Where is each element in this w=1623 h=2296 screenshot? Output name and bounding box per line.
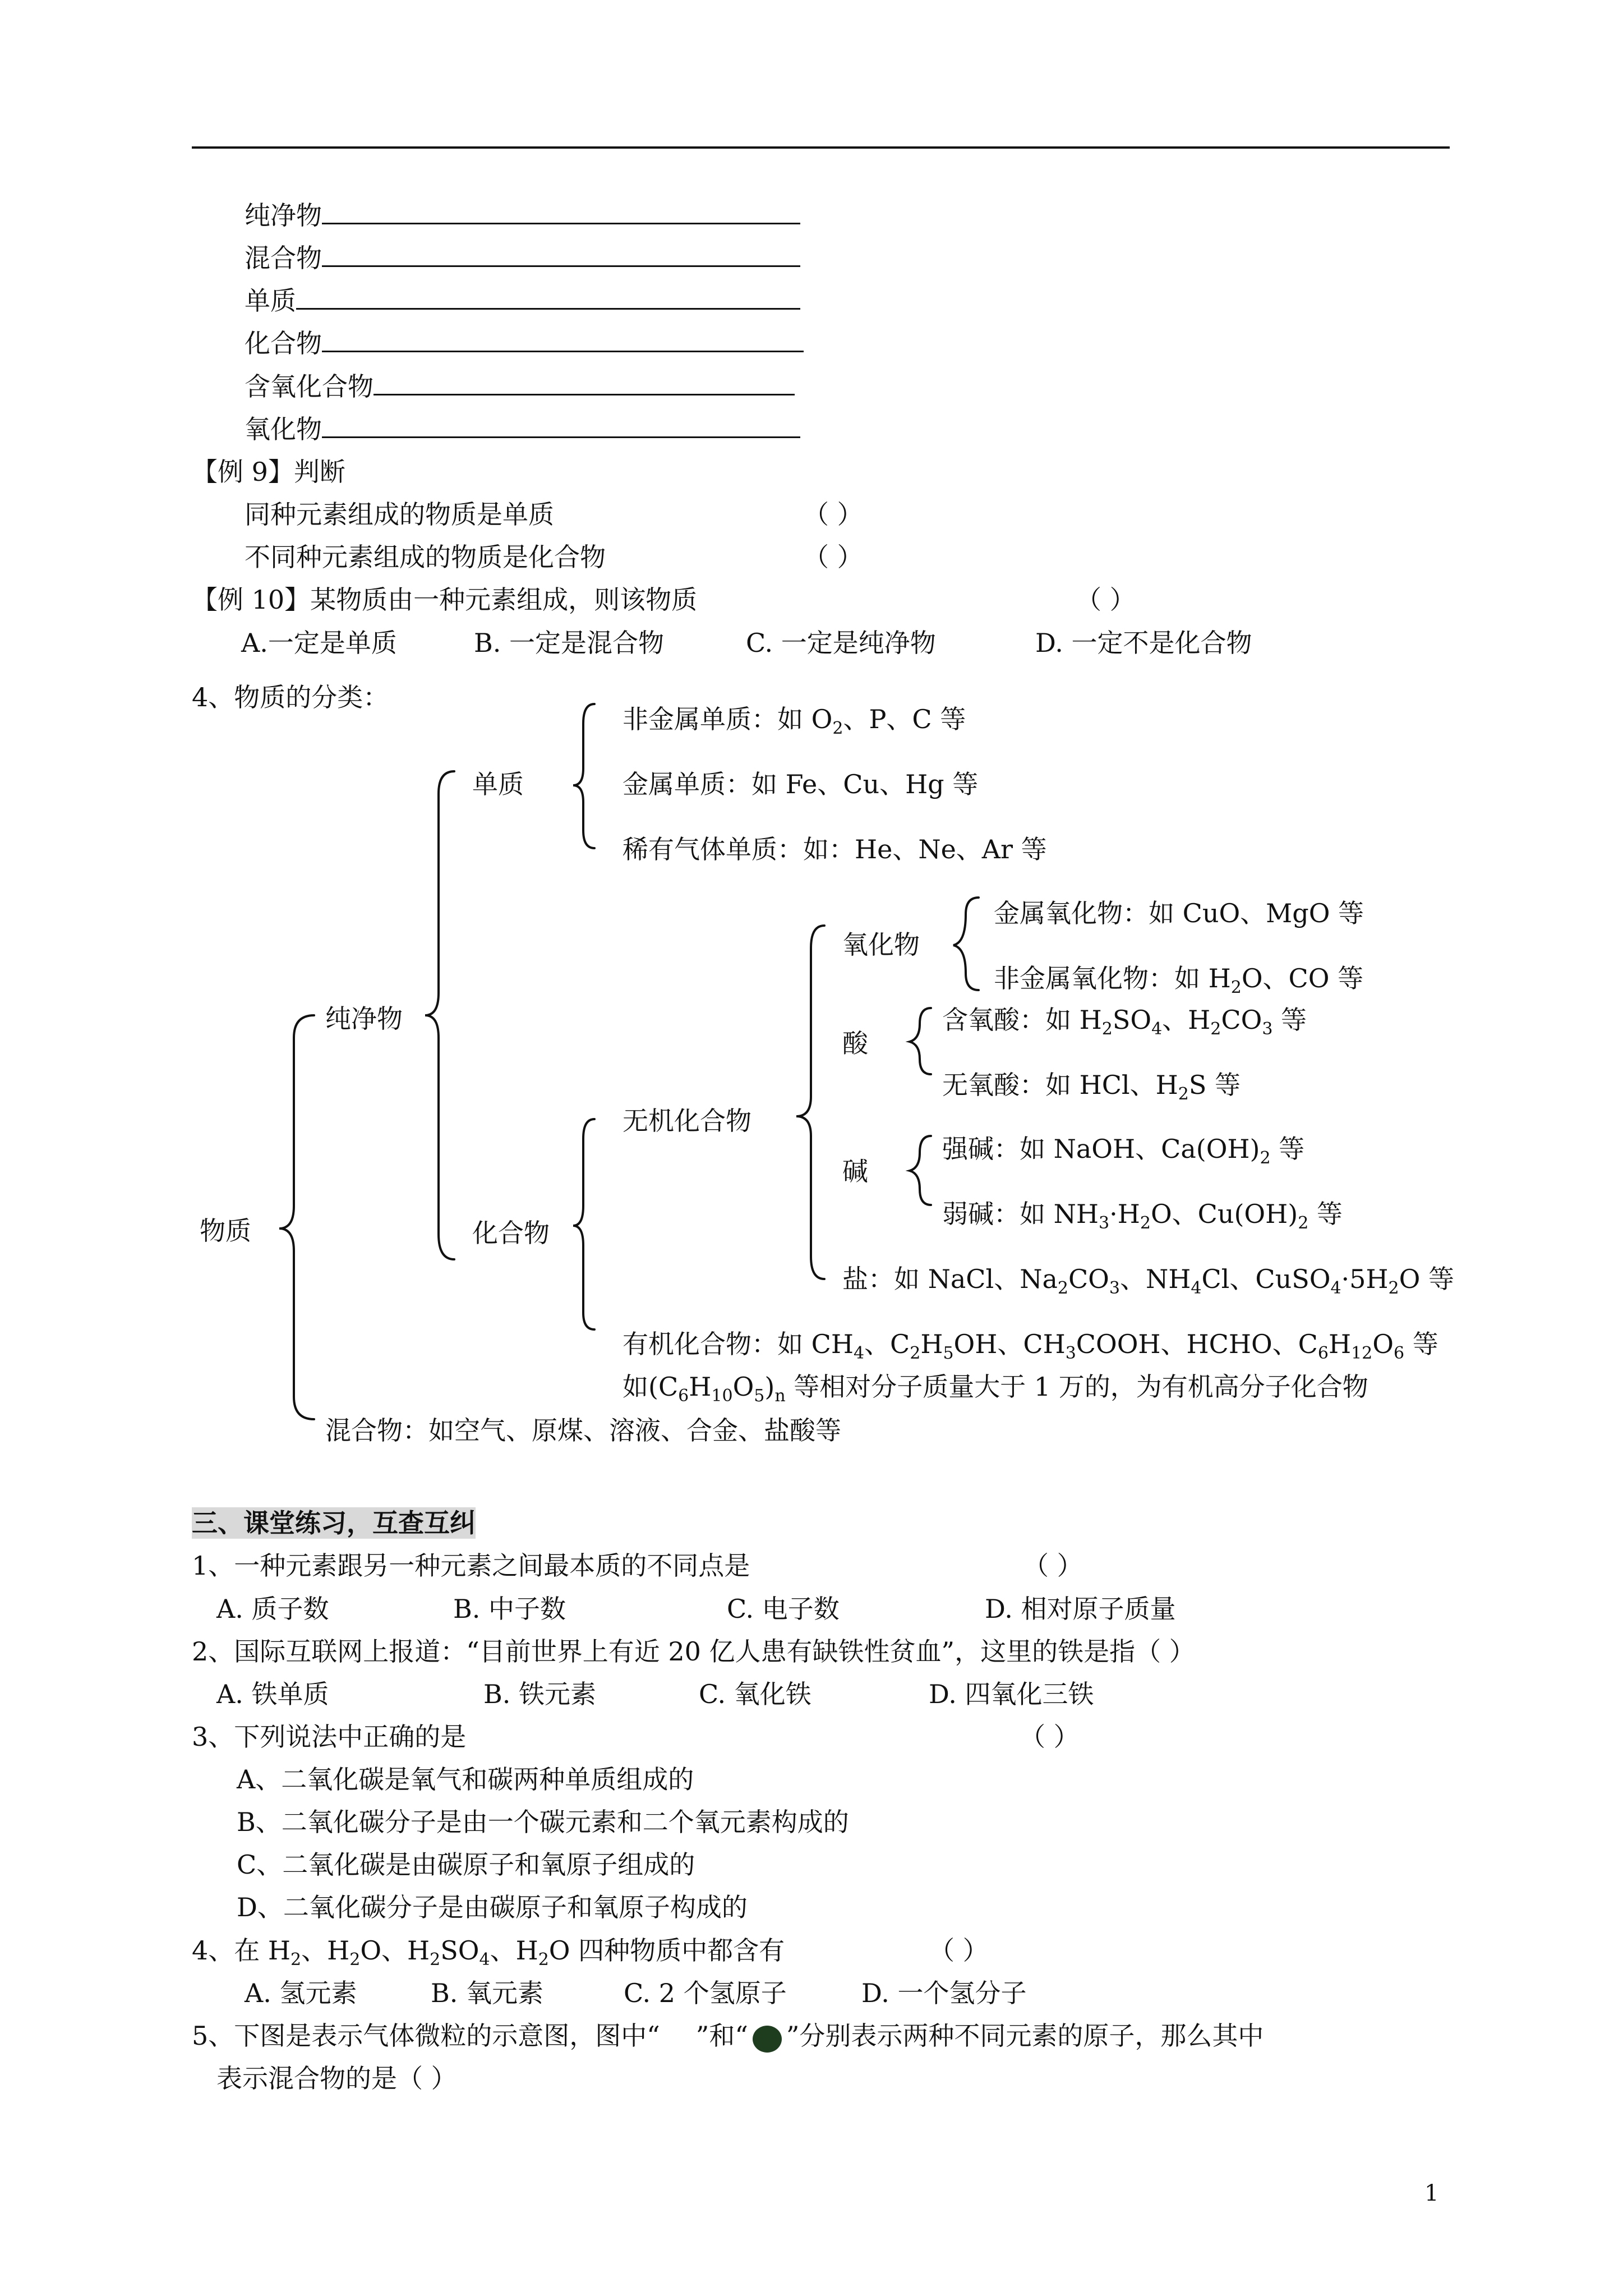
definition-element: 单质 [245, 285, 800, 316]
tree-oxide: 氧化物 [842, 930, 920, 960]
q1-stem: 1、一种元素跟另一种元素之间最本质的不同点是 [192, 1550, 750, 1581]
tree-weak-base: 弱碱：如 $NH_3\cdot H_2O$、$Cu(OH)_2$ 等 [942, 1199, 1343, 1234]
q5-stem: 5、下图是表示气体微粒的示意图，图中“ ”和“ ”分别表示两种不同元素的原子，那么其中 [192, 2020, 1264, 2053]
q1-option-a[interactable]: A. 质子数 [216, 1594, 329, 1624]
q3-option-d[interactable]: D、二氧化碳分子是由碳原子和氧原子构成的 [237, 1892, 748, 1922]
tree-metal-element: 金属单质：如 Fe、Cu、Hg 等 [623, 769, 979, 799]
tree-element: 单质 [472, 769, 524, 799]
tree-compound: 化合物 [472, 1218, 550, 1248]
q4-option-b[interactable]: B. 氧元素 [431, 1978, 544, 2008]
tree-strong-base: 强碱：如 NaOH、$Ca(OH)_2$ 等 [942, 1134, 1305, 1168]
example10-paren[interactable]: （ ） [1076, 585, 1136, 615]
example9-q2-paren[interactable]: （ ） [803, 542, 863, 572]
dark-atom-icon [753, 2026, 782, 2053]
q1-option-b[interactable]: B. 中子数 [453, 1594, 566, 1624]
tree-salt: 盐：如 NaCl、$Na_2CO_3$、$NH_4Cl$、$CuSO_4\cdot 5H_2O$ 等 [842, 1264, 1454, 1299]
q2-option-c[interactable]: C. 氧化铁 [699, 1679, 811, 1709]
section3-title: 三、课堂练习，互查互纠 [192, 1508, 476, 1538]
example10-option-b[interactable]: B. 一定是混合物 [474, 628, 665, 658]
tree-noble-gas: 稀有气体单质：如：He、Ne、Ar 等 [623, 834, 1047, 864]
q4-option-d[interactable]: D. 一个氢分子 [861, 1978, 1027, 2008]
example10-option-d[interactable]: D. 一定不是化合物 [1035, 628, 1252, 658]
page-number: 1 [1424, 2180, 1439, 2206]
definition-compound: 化合物 [245, 328, 804, 359]
q3-stem: 3、下列说法中正确的是 [192, 1722, 467, 1752]
example9-q2: 不同种元素组成的物质是化合物 [245, 542, 606, 572]
classification-heading: 4、物质的分类： [192, 682, 389, 712]
q2-option-b[interactable]: B. 铁元素 [483, 1679, 597, 1709]
q4-option-a[interactable]: A. 氢元素 [245, 1978, 357, 2008]
definition-oxide: 氧化物 [245, 413, 800, 445]
q3-paren[interactable]: （ ） [1020, 1722, 1080, 1752]
q2-stem: 2、国际互联网上报道：“目前世界上有近 20 亿人患有缺铁性贫血”，这里的铁是指（ ） [192, 1636, 1195, 1667]
tree-organic: 有机化合物：如 $CH_4$、$C_2H_5OH$、$CH_3COOH$、HCHO、$C_6H_{12}O_6$ 等 [623, 1329, 1438, 1364]
tree-acid: 酸 [842, 1028, 868, 1059]
example10-title: 【例 10】某物质由一种元素组成，则该物质 [192, 585, 698, 615]
example9-q1: 同种元素组成的物质是单质 [245, 499, 554, 530]
tree-metal-oxide: 金属氧化物：如 CuO、MgO 等 [994, 898, 1364, 928]
q3-option-a[interactable]: A、二氧化碳是氧气和碳两种单质组成的 [237, 1764, 694, 1795]
q2-option-a[interactable]: A. 铁单质 [216, 1679, 329, 1709]
definition-mixture: 混合物 [245, 242, 800, 274]
tree-base: 碱 [842, 1156, 868, 1186]
tree-root: 物质 [200, 1216, 251, 1246]
tree-anoxyacid: 无氧酸：如 HCl、$H_2S$ 等 [942, 1070, 1241, 1105]
definition-pure: 纯净物 [245, 200, 800, 231]
tree-nonmetal-oxide: 非金属氧化物：如 $H_2O$、CO 等 [994, 963, 1364, 998]
tree-oxyacid: 含氧酸：如 $H_2SO_4$、$H_2CO_3$ 等 [942, 1005, 1307, 1039]
example10-option-a[interactable]: A.一定是单质 [241, 628, 397, 658]
q4-paren[interactable]: （ ） [929, 1935, 989, 1966]
tree-inorganic: 无机化合物 [623, 1106, 751, 1136]
definition-oxygen-compound: 含氧化合物 [245, 371, 795, 402]
tree-organic-polymer: 如$(C_6H_{10}O_5)_n$ 等相对分子质量大于 1 万的，为有机高分子化合物 [623, 1372, 1368, 1406]
q3-option-c[interactable]: C、二氧化碳是由碳原子和氧原子组成的 [237, 1849, 695, 1880]
tree-mixture: 混合物：如空气、原煤、溶液、合金、盐酸等 [325, 1415, 841, 1446]
q1-option-c[interactable]: C. 电子数 [727, 1594, 840, 1624]
tree-nonmetal-element: 非金属单质：如 $O_2$、P、C 等 [623, 704, 966, 739]
q3-option-b[interactable]: B、二氧化碳分子是由一个碳元素和二个氧元素构成的 [237, 1807, 849, 1837]
tree-pure: 纯净物 [325, 1004, 403, 1034]
q1-option-d[interactable]: D. 相对原子质量 [985, 1594, 1176, 1624]
example9-q1-paren[interactable]: （ ） [803, 499, 863, 530]
q2-option-d[interactable]: D. 四氧化三铁 [929, 1679, 1094, 1709]
q4-option-c[interactable]: C. 2 个氢原子 [624, 1978, 787, 2008]
q5-stem-cont: 表示混合物的是（ ） [216, 2063, 457, 2093]
example10-option-c[interactable]: C. 一定是纯净物 [746, 628, 936, 658]
example9-title: 【例 9】判断 [192, 457, 345, 487]
q4-stem: 4、在 $H_2$、$H_2O$、$H_2SO_4$、$H_2O$ 四种物质中都含有 [192, 1935, 785, 1970]
q1-paren[interactable]: （ ） [1023, 1550, 1083, 1581]
